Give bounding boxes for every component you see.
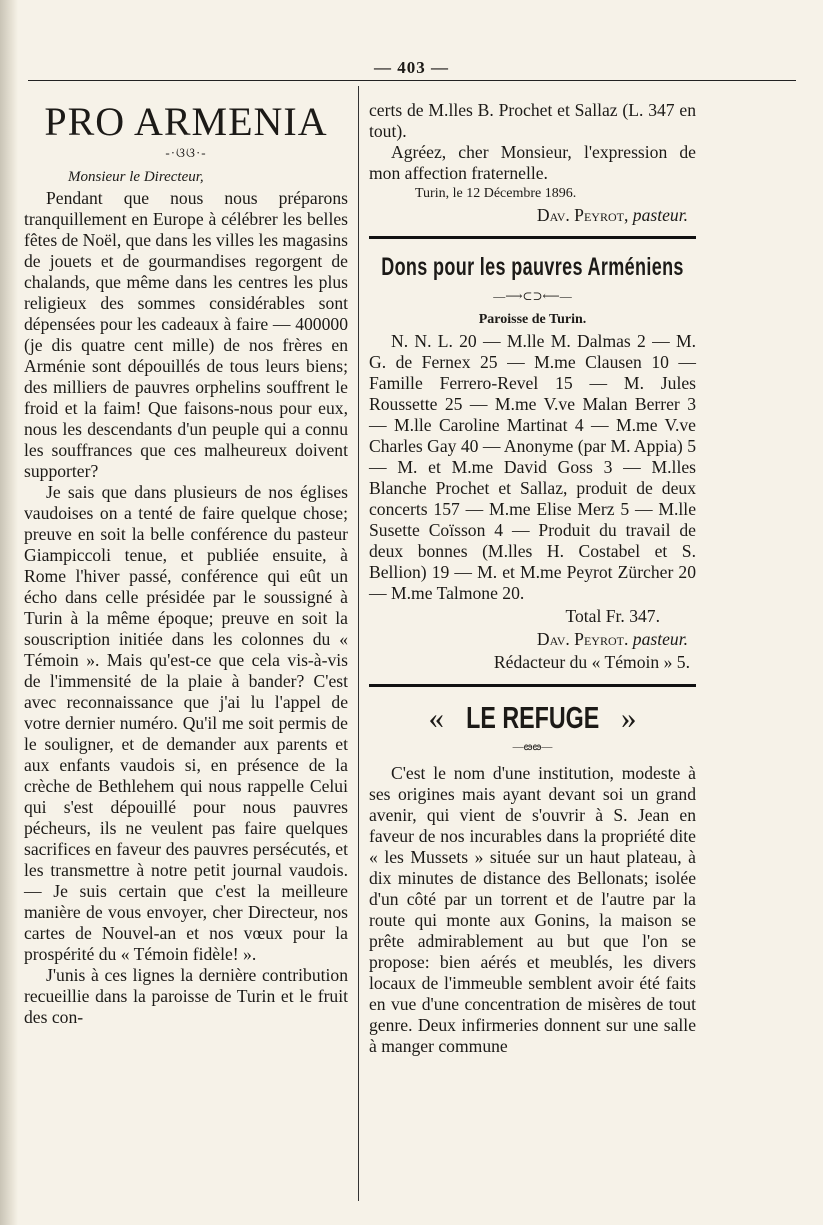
redacteur-line: Rédacteur du « Témoin » 5. bbox=[493, 652, 690, 672]
page-number: — 403 — bbox=[374, 58, 449, 77]
refuge-title-text: LE REFUGE bbox=[465, 700, 600, 735]
letter-paragraph-1: Pendant que nous nous préparons tranquillement en Europe à célébrer les belles fêtes de Noël, que dans les villes les magasins de jouets et de gourmandises regorgent de chalands, que même dans les centres les plus religieux des sommes considérables sont dépensées pour les cadeaux à faire — 400000 (je dis quatre cent mille) de nos frères en Arménie sont dépouillés de tous leurs biens; des milliers de pauvres orphelins souffrent le froid et la faim! Que faisons-nous pour eux, nous les descendants d'un peuple qui a connu les souffrances que ces malheureux doivent supporter? bbox=[24, 188, 348, 481]
article-title-pro-armenia: PRO ARMENIA bbox=[44, 99, 328, 144]
refuge-quote-close: » bbox=[620, 700, 637, 735]
parish-heading: Paroisse de Turin. bbox=[478, 312, 587, 327]
letter-continuation: certs de M.lles B. Prochet et Sallaz (L. 347 en tout). bbox=[369, 100, 696, 141]
letter-paragraph-3: J'unis à ces lignes la dernière contribution recueillie dans la paroisse de Turin et le fruit des con- bbox=[24, 965, 348, 1027]
dons-ornament: —⟶⊂⊃⟵— bbox=[493, 289, 572, 303]
section-rule-1 bbox=[369, 236, 696, 239]
left-column bbox=[24, 100, 348, 1028]
letter-paragraph-2: Je sais que dans plusieurs de nos églises vaudoises on a tenté de faire quelque chose; preuve en soit la belle conférence du pasteur Giampiccoli tenue, et publiée ensuite, à Rome l'hiver passé, conférence qui eût un écho dans celle présidée par le soussigné à Turin à la même époque; preuve en soit la souscription initiée dans les colonnes du « Témoin ». Mais qu'est-ce que cela vis-à-vis de l'immensité de la plaie à bander? C'est avec reconnaissance que j'ai lu l'appel de votre dernier numéro. Qu'il me soit permis de le souligner, et de demander aux parents et aux enfants vaudois si, en présence de la crèche de Bethlehem qui nous rappelle Celui qui s'est dépouillé pour nous pauvres pécheurs, ils ne veulent pas faire quelques sacrifices en faveur des pauvres persécutés, et les transmettre à notre petit journal vaudois. — Je suis certain que c'est la meilleure manière de vous envoyer, cher Directeur, nos cartes de Nouvel-an et nos vœux pour la prospérité du « Témoin fidèle! ». bbox=[24, 482, 348, 964]
signature-role: pasteur. bbox=[632, 205, 688, 225]
header-rule bbox=[28, 80, 796, 81]
letter-salutation: Monsieur le Directeur, bbox=[68, 169, 204, 185]
title-ornament: -·ଓଓ·- bbox=[165, 145, 207, 160]
dons-signature bbox=[369, 628, 696, 650]
dons-signature-role: pasteur. bbox=[632, 629, 688, 649]
refuge-quote-open: « bbox=[428, 700, 445, 735]
refuge-title bbox=[369, 699, 696, 737]
dons-section-title: Dons pour les pauvres Arméniens bbox=[381, 253, 684, 281]
refuge-ornament: —ఴఴ— bbox=[512, 741, 553, 753]
donations-list: N. N. L. 20 — M.lle M. Dalmas 2 — M. G. de Fernex 25 — M.me Clausen 10 — Famille Ferrero-Revel 15 — M. Jules Roussette 25 — M.me V.ve Malan Berrer 3 — M.lle Caroline Martinat 4 — M.me V.ve Charles Gay 40 — Anonyme (par M. Appia) 5 — M. et M.me David Goss 3 — M.lles Blanche Prochet et Sallaz, produit de deux concerts 157 — M.me Elise Merz 5 — M.lle Susette Coïsson 4 — Produit du travail de deux bonnes (M.lles H. Costabel et S. Bellion) 19 — M. et M.me Peyrot Zürcher 20 — M.me Talmone 20. bbox=[369, 331, 696, 603]
page-edge-shadow bbox=[0, 0, 18, 1225]
letter-signature bbox=[369, 204, 696, 226]
signature-name: Dav. Peyrot, bbox=[536, 205, 629, 225]
letter-date: Turin, le 12 Décembre 1896. bbox=[415, 186, 577, 201]
refuge-paragraph: C'est le nom d'une institution, modeste à ses origines mais ayant devant soi un grand avenir, qui vient de s'ouvrir à S. Jean en faveur de nos incurables dans la propriété dite « les Mussets » située sur un haut plateau, à dix minutes de distance des Bellonats; isolée d'un côté par un torrent et de l'autre par la route qui monte aux Gonins, la maison se prête admirablement au but que l'on se propose: bien aérés et meublés, les divers locaux de l'immeuble semblent avoir été faits en vue d'une concentration de misères de tout genre. Deux infirmeries donnent sur une salle à manger commune bbox=[369, 763, 696, 1056]
donations-total: Total Fr. 347. bbox=[565, 606, 660, 626]
dons-signature-name: Dav. Peyrot. bbox=[536, 629, 629, 649]
column-divider bbox=[358, 86, 359, 1201]
right-column bbox=[369, 100, 696, 1057]
letter-closing: Agréez, cher Monsieur, l'expression de mon affection fraternelle. bbox=[369, 142, 696, 183]
section-rule-2 bbox=[369, 684, 696, 687]
